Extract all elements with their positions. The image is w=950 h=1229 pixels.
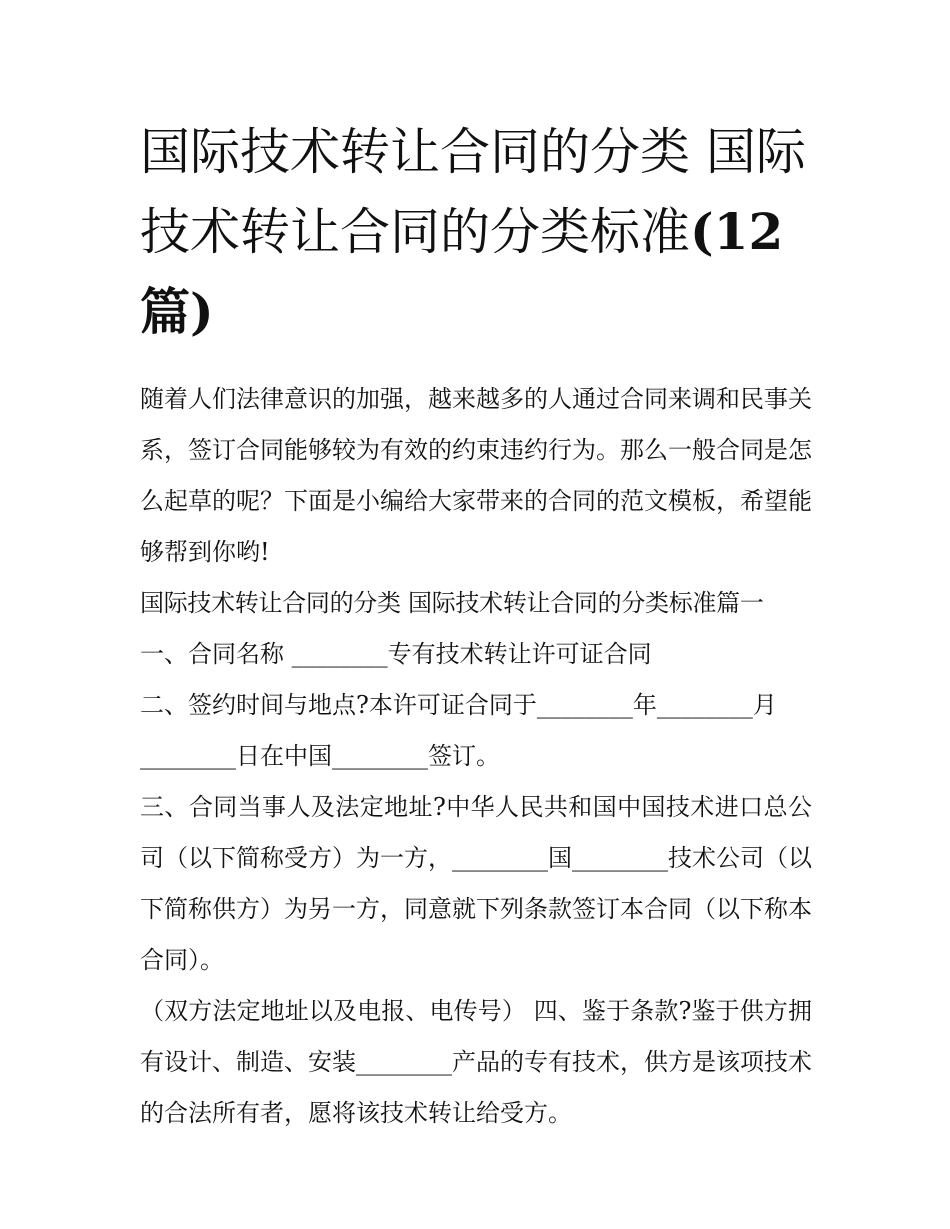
document-title: [140, 112, 812, 352]
title-text: 国际技术转让合同的分类 国际技术转让合同的分类标准: [140, 123, 806, 261]
title-suffix: 篇): [140, 282, 214, 341]
clause-signing-time-line2: ________日在中国________签订。: [140, 742, 500, 770]
clause-contract-name: 一、合同名称 ________专有技术转让许可证合同: [140, 640, 652, 668]
intro-paragraph: 随着人们法律意识的加强，越来越多的人通过合同来调和民事关系，签订合同能够较为有效的约束违约行为。那么一般合同是怎么起草的呢？下面是小编给大家带来的合同的范文模板，希望能够帮到你哟!: [140, 385, 812, 566]
section-heading: 国际技术转让合同的分类 国际技术转让合同的分类标准篇一: [140, 589, 764, 617]
title-count: (12: [690, 202, 784, 261]
clause-recitals: （双方法定地址以及电报、电传号） 四、鉴于条款?鉴于供方拥有设计、制造、安装________产品的专有技术，供方是该项技术的合法所有者，愿将该技术转让给受方。: [140, 997, 812, 1127]
clause-signing-time-line1: 二、签约时间与地点?本许可证合同于________年________月: [140, 691, 777, 719]
clause-parties: 三、合同当事人及法定地址?中华人民共和国中国技术进口总公司（以下简称受方）为一方，________国________技术公司（以下简称供方）为另一方，同意就下列条款签订本合同（以下称本合同）。: [140, 793, 812, 974]
document-page: [140, 112, 812, 1139]
